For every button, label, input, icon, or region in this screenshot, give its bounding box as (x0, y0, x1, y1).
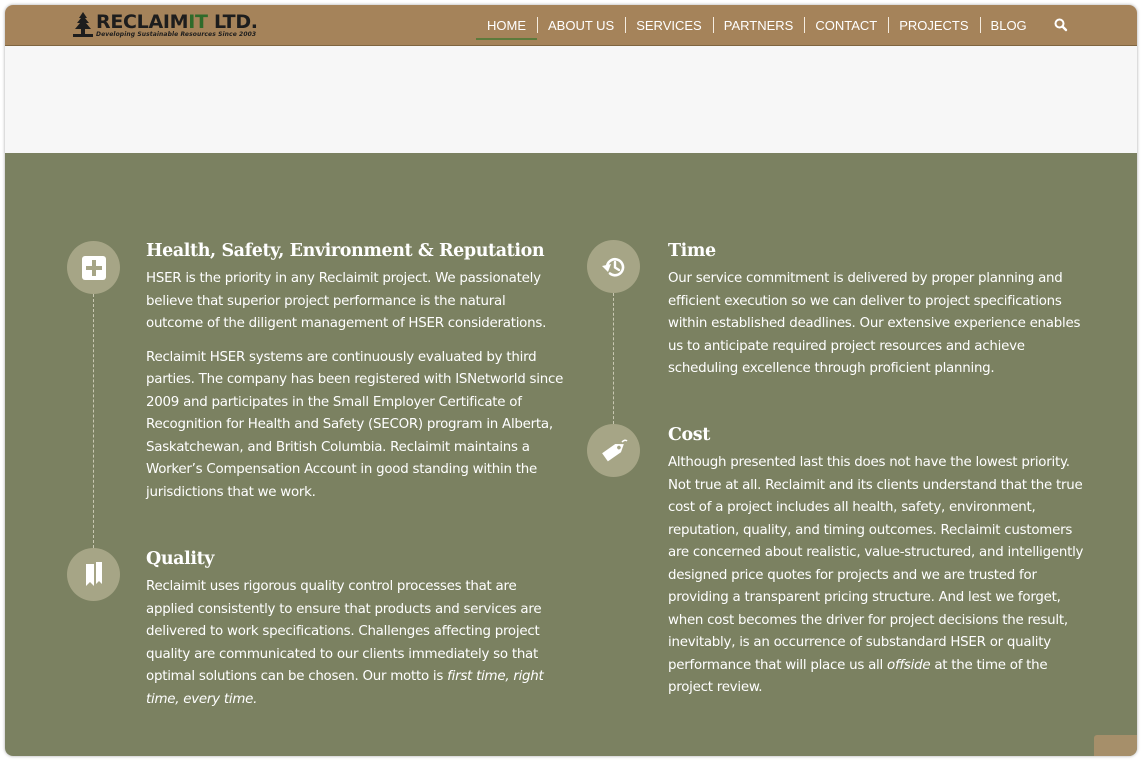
hser-paragraph-1: HSER is the priority in any Reclaimit project. We passionately believe that superior project performance is the natural outcome of the diligent management of HSER considerations. (146, 271, 547, 331)
site-header (5, 5, 1137, 46)
quality-title: Quality (146, 549, 215, 569)
hero-spacer (5, 47, 1137, 153)
hser-block (146, 240, 566, 504)
time-title: Time (668, 241, 716, 261)
nav-contact[interactable]: CONTACT (804, 5, 888, 46)
logo-wordmark: RECLAIMIT LTD. (96, 11, 258, 33)
cost-icon-circle (587, 424, 640, 477)
cost-title: Cost (668, 425, 710, 445)
site-logo[interactable] (73, 11, 273, 41)
plus-square-icon (82, 256, 106, 280)
quality-icon-circle (67, 548, 120, 601)
tree-logo-icon (73, 12, 93, 40)
right-connector (613, 293, 614, 424)
nav-home[interactable]: HOME (476, 5, 537, 46)
hser-icon-circle (67, 241, 120, 294)
bookmark-icon (84, 562, 104, 588)
nav-partners[interactable]: PARTNERS (713, 5, 805, 46)
nav-about-us[interactable]: ABOUT US (537, 5, 625, 46)
quality-paragraph: Reclaimit uses rigorous quality control processes that are applied consistently to ensure that products and services are delivered to work specifications. Challenges affecting project quality are communicated to our clients immediately so that optimal solutions can be chosen. Our motto is first time, right time, every time. (146, 579, 544, 707)
quality-block (146, 548, 556, 711)
hser-title: Health, Safety, Environment & Reputation (146, 241, 545, 261)
nav-projects[interactable]: PROJECTS (888, 5, 979, 46)
quality-motto: first time, right time, every time. (146, 669, 544, 707)
left-connector (93, 294, 94, 548)
hser-paragraph-2: Reclaimit HSER systems are continuously evaluated by third parties. The company has been registered with ISNetworld since 2009 and participates in the Small Employer Certificate of Recognition for Health and Safety (SECOR) program in Alberta, Saskatchewan, and British Columbia. Reclaimit maintains a Worker’s Compensation Account in good standing within the jurisdictions that we work. (146, 349, 564, 500)
history-icon (600, 254, 628, 280)
nav-services[interactable]: SERVICES (625, 5, 713, 46)
logo-tagline: Developing Sustainable Resources Since 2003 (96, 31, 257, 38)
main-nav (476, 5, 1038, 46)
cost-paragraph: Although presented last this does not have the lowest priority. Not true at all. Reclaimit and its clients understand that the true cost of a project includes all health, safety, environment, reputation, quality, and timing outcomes. Reclaimit customers are concerned about realistic, value-structured, and intelligently designed price quotes for projects and we are trusted for providing a transparent pricing structure. And lest we forget, when cost becomes the driver for project decisions the result, inevitably, is an occurrence of substandard HSER or quality performance that will place us all offside at the time of the project review. (668, 455, 1084, 695)
search-icon[interactable] (1053, 16, 1069, 34)
scroll-to-top-button[interactable] (1094, 735, 1137, 756)
time-paragraph: Our service commitment is delivered by proper planning and efficient execution so we can deliver to project specifications within established deadlines. Our extensive experience enables us to anticipate required project resources and achieve scheduling excellence through proficient planning. (668, 271, 1081, 376)
values-section (5, 153, 1137, 756)
browser-frame (5, 5, 1137, 756)
time-icon-circle (587, 240, 640, 293)
nav-blog[interactable]: BLOG (980, 5, 1038, 46)
cost-offside: offside (887, 657, 931, 673)
price-tag-icon (600, 437, 628, 465)
time-block (668, 240, 1088, 381)
cost-block (668, 424, 1088, 700)
